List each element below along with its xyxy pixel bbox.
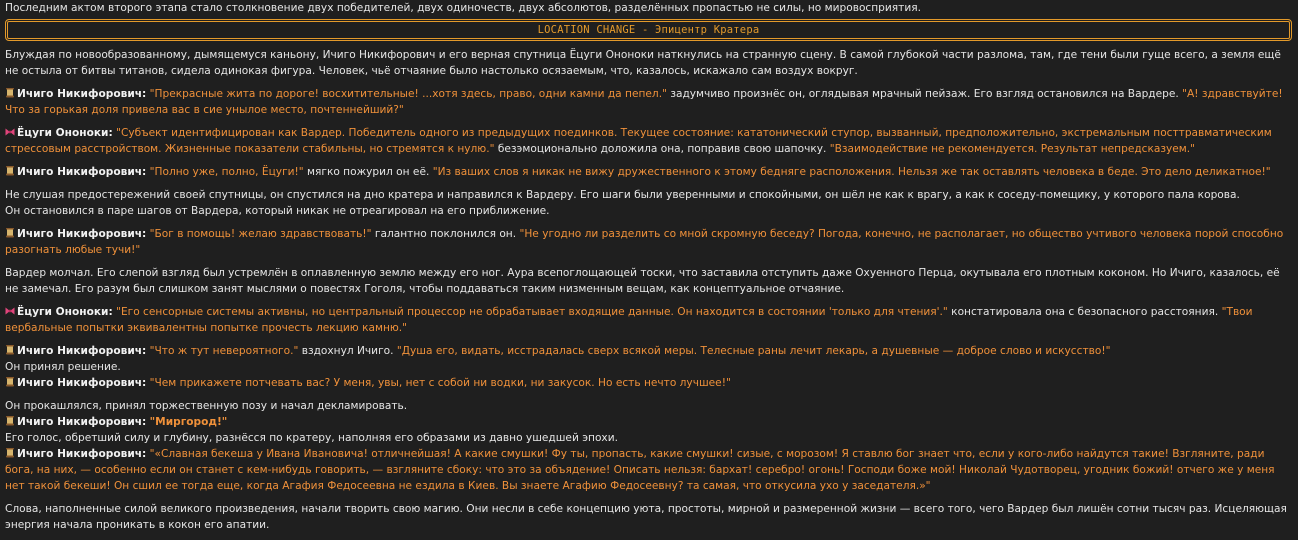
narration-text: вздохнул Ичиго. (298, 345, 397, 357)
ribbon-bow-icon (5, 306, 15, 316)
dialogue-line-ichigo (5, 226, 1292, 258)
speaker-name: Ичиго Никифорович: (17, 416, 147, 428)
scroll-icon (5, 448, 15, 458)
quote: "Душа его, видать, исстрадалась сверх всякой меры. Телесные раны лечит лекарь, а душевные — доброе слово и искусство!" (396, 345, 1111, 357)
speaker-name: Ичиго Никифорович: (17, 166, 147, 178)
narration-text: задумчиво произнёс он, оглядывая мрачный пейзаж. Его взгляд остановился на Вардере. (666, 88, 1183, 100)
narration-line: Не слушая предостережений своей спутницы, он спустился на дно кратера и направился к Вардеру. Его шаги были уверенными и спокойными, он шёл не как к врагу, а как к соседу-помещику, у которого пала корова. (5, 189, 1240, 201)
location-change-banner: LOCATION CHANGE - Эпицентр Кратера (5, 19, 1292, 41)
quote: "Из ваших слов я никак не вижу дружественного к этому бедняге расположения. Нельзя же так оставлять человека в беде. Это дело деликатное!" (432, 166, 1271, 178)
narration-paragraph: Он прокашлялся, принял торжественную позу и начал декламировать. (5, 400, 408, 412)
quote: "Взаимодействие не рекомендуется. Результат непредсказуем." (829, 143, 1196, 155)
quote: "Твои вербальные попытки эквивалентны попытке прочесть лекцию камню." (5, 306, 1253, 334)
speaker-name: Ичиго Никифорович: (17, 448, 147, 460)
narration-line: Он остановился в паре шагов от Вардера, который никак не отреагировал на его приближение. (5, 205, 550, 217)
speaker-name: Ёцуги Ононоки: (17, 127, 113, 139)
dialogue-line-ichigo (5, 414, 1292, 430)
scroll-icon (5, 345, 15, 355)
ribbon-bow-icon (5, 127, 15, 137)
story-log (5, 0, 1292, 540)
quote: "Бог в помощь! желаю здравствовать!" (149, 228, 372, 240)
narration-paragraph: Его голос, обретший силу и глубину, разнёсся по кратеру, наполняя его образами из давно ушедшей эпохи. (5, 432, 618, 444)
dialogue-line-yotsugi (5, 125, 1292, 157)
dialogue-line-ichigo (5, 86, 1292, 118)
narration-paragraph (5, 187, 1292, 219)
quote: "А! здравствуйте! Что за горькая доля привела вас в сие унылое место, почтеннейший?" (5, 88, 1283, 116)
quote: "«Славная бекеша у Ивана Ивановича! отличнейшая! А какие смушки! Фу ты, пропасть, какие смушки! сизые, с морозом! Я ставлю бог знает что, если у кого-либо найдутся такие! Взгляните, ради бога, на них, — особенно если он станет с кем-нибудь говорить, — взгляните сбоку: что это за объядение! Описать нельзя: бархат! серебро! огонь! Господи боже мой! Николай Чудотворец, угодник божий! отчего же у меня нет такой бекеши! Он сшил ее тогда еще, когда Агафия Федосеевна не ездила в Киев. Вы знаете Агафию Федосеевну? та самая, что откусила ухо у заседателя.»" (5, 448, 1275, 492)
narration-paragraph: Вардер молчал. Его слепой взгляд был устремлён в оплавленную землю между его ног. Аура всепоглощающей тоски, что заставила отступить даже Охуенного Перца, окутывала его плотным коконом. Но Ичиго, казалось, её не замечал. Его разум был слишком занят мыслями о повестях Гоголя, чтобы поддаваться таким низменным вещам, как концептуальное отчаяние. (5, 267, 1280, 295)
quote: "Миргород!" (149, 416, 228, 428)
scroll-icon (5, 228, 15, 238)
speaker-name: Ичиго Никифорович: (17, 228, 147, 240)
quote: "Не угодно ли разделить со мной скромную беседу? Погода, конечно, не располагает, но общество учтивого человека порой способно разогнать любые тучи!" (5, 228, 1284, 256)
narration-text: мягко пожурил он её. (303, 166, 433, 178)
quote: "Полно уже, полно, Ёцуги!" (149, 166, 304, 178)
quote: "Чем прикажете потчевать вас? У меня, увы, нет с собой ни водки, ни закусок. Но есть нечто лучшее!" (149, 377, 731, 389)
scroll-icon (5, 377, 15, 387)
narration-paragraph: Блуждая по новообразованному, дымящемуся каньону, Ичиго Никифорович и его верная спутница Ёцуги Ононоки наткнулись на странную сцену. В самой глубокой части разлома, там, где тени были гуще всего, а земля ещё не остыла от битвы титанов, сидела одинокая фигура. Человек, чьё отчаяние было настолько осязаемым, что, казалось, искажало сам воздух вокруг. (5, 49, 1281, 77)
narration-paragraph: Слова, наполненные силой великого произведения, начали творить свою магию. Они несли в себе концепцию уюта, простоты, мирной и размеренной жизни — всего того, чего Вардер был лишён сотни тысяч раз. Исцеляющая энергия начала проникать в кокон его апатии. (5, 503, 1287, 531)
quote: "Что ж тут невероятного." (149, 345, 299, 357)
scroll-icon (5, 416, 15, 426)
dialogue-line-ichigo (5, 446, 1292, 494)
narration-text: безэмоционально доложила она, поправив свою шапочку. (494, 143, 830, 155)
intro-paragraph: Последним актом второго этапа стало столкновение двух победителей, двух одиночеств, двух абсолютов, разделённых пропастью не силы, но мировосприятия. (5, 2, 921, 14)
narration-text: галантно поклонился он. (371, 228, 520, 240)
speaker-name: Ёцуги Ононоки: (17, 306, 113, 318)
speaker-name: Ичиго Никифорович: (17, 377, 147, 389)
quote: "Субъект идентифицирован как Вардер. Победитель одного из предыдущих поединков. Текущее состояние: кататонический ступор, вызванный, предположительно, экстремальным посттравматическим стрессовым расстройством. Жизненные показатели стабильны, но стремятся к нулю." (5, 127, 1272, 155)
dialogue-line-ichigo (5, 343, 1292, 359)
scroll-icon (5, 166, 15, 176)
dialogue-line-ichigo (5, 164, 1292, 180)
speaker-name: Ичиго Никифорович: (17, 88, 147, 100)
speaker-name: Ичиго Никифорович: (17, 345, 147, 357)
scroll-icon (5, 88, 15, 98)
narration-paragraph: Он принял решение. (5, 361, 121, 373)
dialogue-line-ichigo (5, 375, 1292, 391)
dialogue-line-yotsugi (5, 304, 1292, 336)
quote: "Его сенсорные системы активны, но центральный процессор не обрабатывает входящие данные. Он находится в состоянии 'только для чтения'." (116, 306, 948, 318)
quote: "Прекрасные жита по дороге! восхитительные! ...хотя здесь, право, одни камни да пепел." (149, 88, 667, 100)
narration-text: констатировала она с безопасного расстояния. (947, 306, 1222, 318)
